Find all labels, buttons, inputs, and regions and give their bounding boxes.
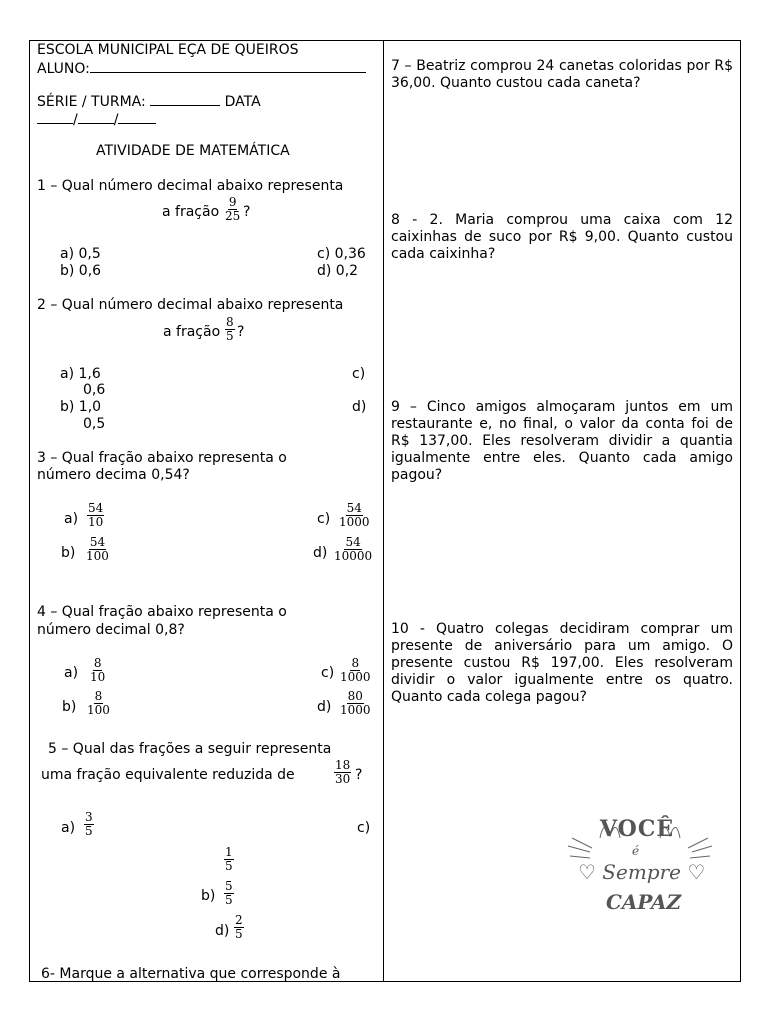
q5-option-a-label: a) [61, 820, 76, 836]
q4-option-c-fraction: $\frac{8}{1000}$ [340, 656, 371, 684]
q1-fraction-label: a fração [162, 204, 220, 220]
column-divider [383, 40, 384, 982]
q5-option-c-fraction: $\frac{1}{5}$ [225, 845, 233, 873]
q2-option-c-value: 0,6 [83, 382, 106, 398]
school-name: ESCOLA MUNICIPAL EÇA DE QUEIROS [37, 42, 299, 58]
q3-option-b-fraction: $\frac{54}{100}$ [86, 535, 109, 563]
stamp-sempre: ♡ Sempre ♡ [578, 860, 706, 884]
q5-text-line1: 5 – Qual das frações a seguir representa [48, 741, 332, 757]
q1-option-c: c) 0,36 [317, 246, 366, 262]
q3-option-c-label: c) [317, 511, 331, 527]
q1-fraction: $\frac{9}{25}$ [225, 195, 241, 223]
q4-option-a-label: a) [64, 665, 79, 681]
class-field: SÉRIE / TURMA: DATA [37, 94, 261, 110]
q3-option-c-fraction: $\frac{54}{1000}$ [339, 501, 370, 529]
q4-text-line1: 4 – Qual fração abaixo representa o [37, 604, 287, 620]
q7-text: 7 – Beatriz comprou 24 canetas coloridas por R$ 36,00. Quanto custou cada caneta? [391, 58, 733, 91]
q9-text: 9 – Cinco amigos almoçaram juntos em um restaurante e, no final, o valor da conta foi de R$ 137,00. Eles resolveram dividir a quantia igualmente entre eles. Quanto cada amigo pagou? [391, 399, 733, 483]
q3-option-b-label: b) [61, 545, 76, 561]
q4-option-b-fraction: $\frac{8}{100}$ [87, 689, 110, 717]
q2-option-d-value: 0,5 [83, 416, 106, 432]
q2-option-d: d) [352, 399, 367, 415]
student-field: ALUNO: [37, 59, 366, 77]
q4-option-d-label: d) [317, 699, 332, 715]
q3-option-a-label: a) [64, 511, 79, 527]
q6-text: 6- Marque a alternativa que corresponde à [41, 966, 341, 982]
q4-text-line2: número decimal 0,8? [37, 622, 185, 638]
q3-option-a-fraction: $\frac{54}{10}$ [88, 501, 104, 529]
q1-option-d: d) 0,2 [317, 263, 359, 279]
activity-title: ATIVIDADE DE MATEMÁTICA [96, 143, 290, 159]
q1-option-b: b) 0,6 [60, 263, 102, 279]
q5-fraction: $\frac{18}{30}$ [335, 758, 351, 786]
q2-fraction: $\frac{8}{5}$ [226, 315, 234, 343]
q5-option-d-fraction: $\frac{2}{5}$ [235, 913, 243, 941]
q2-option-c: c) [352, 366, 366, 382]
q2-fraction-label: a fração [163, 324, 221, 340]
q1-option-a: a) 0,5 [60, 246, 101, 262]
q5-option-d-label: d) [215, 923, 230, 939]
q4-option-d-fraction: $\frac{80}{1000}$ [340, 689, 371, 717]
q5-option-c-label: c) [357, 820, 371, 836]
q3-text-line2: número decima 0,54? [37, 467, 190, 483]
q5-text-line2: uma fração equivalente reduzida de [41, 767, 295, 783]
q10-text: 10 - Quatro colegas decidiram comprar um presente de aniversário para um amigo. O presente custou R$ 197,00. Eles resolveram dividir o valor igualmente entre os quatro. Quanto cada colega pagou? [391, 621, 733, 705]
q4-option-b-label: b) [62, 699, 77, 715]
q1-text: 1 – Qual número decimal abaixo representa [37, 178, 344, 194]
q2-option-b: b) 1,0 [60, 399, 102, 415]
q2-option-a: a) 1,6 [60, 366, 101, 382]
q5-option-a-fraction: $\frac{3}{5}$ [85, 810, 93, 838]
q3-text-line1: 3 – Qual fração abaixo representa o [37, 450, 287, 466]
q3-option-d-label: d) [313, 545, 328, 561]
q4-option-c-label: c) [321, 665, 335, 681]
q2-text: 2 – Qual número decimal abaixo representa [37, 297, 344, 313]
q5-option-b-label: b) [201, 888, 216, 904]
date-field: / / [37, 110, 156, 128]
q3-option-d-fraction: $\frac{54}{10000}$ [334, 535, 373, 563]
motivational-stamp: VOCÊ é ♡ Sempre ♡ CAPAZ [560, 808, 720, 928]
q5-option-b-fraction: $\frac{5}{5}$ [225, 879, 233, 907]
q4-option-a-fraction: $\frac{8}{10}$ [90, 656, 106, 684]
q8-text: 8 - 2. Maria comprou uma caixa com 12 caixinhas de suco por R$ 9,00. Quanto custou cada caixinha? [391, 212, 733, 262]
